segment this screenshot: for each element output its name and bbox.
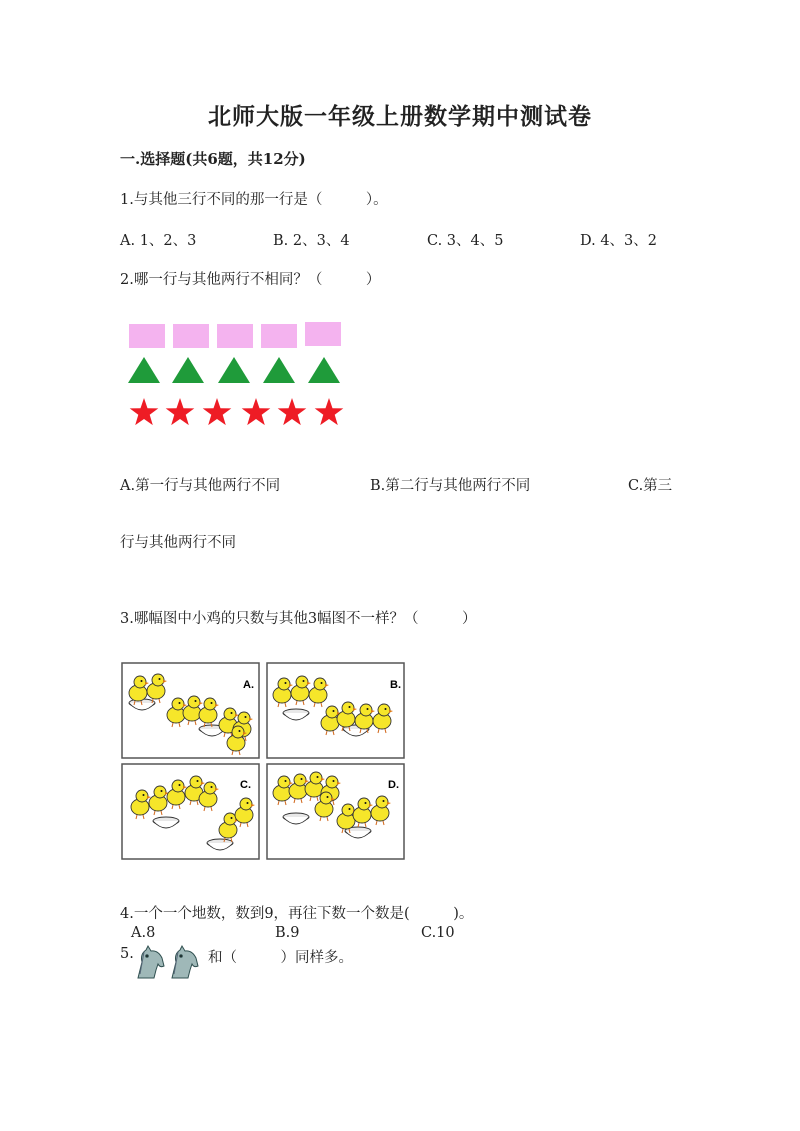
question-4-option-c: C.10: [421, 925, 455, 941]
red-star: [166, 398, 195, 425]
panel-c-label: C.: [240, 779, 251, 791]
question-2-text: 2.哪一行与其他两行不相同？（ ）: [120, 272, 381, 288]
green-triangle: [128, 357, 160, 383]
question-1-option-a: A. 1、2、3: [120, 233, 197, 249]
pink-rectangle: [173, 324, 209, 348]
pink-rectangle: [305, 322, 341, 346]
red-star: [242, 398, 271, 425]
pink-rectangle-row: [129, 322, 341, 348]
red-star: [315, 398, 344, 425]
green-triangle-row: [128, 357, 340, 383]
question-1-option-b: B. 2、3、4: [273, 233, 350, 249]
green-triangle: [172, 357, 204, 383]
horse-icon: [138, 946, 164, 978]
question-4-text: 4.一个一个地数，数到9，再往下数一个数是( )。: [120, 906, 474, 922]
question-2-option-b: B.第二行与其他两行不同: [370, 478, 531, 494]
horse-icon: [172, 946, 198, 978]
question-1-option-d: D. 4、3、2: [580, 233, 658, 249]
question-1-text: 1.与其他三行不同的那一行是（ ）。: [120, 192, 388, 208]
question-2-option-c-continued: 行与其他两行不同: [120, 535, 236, 551]
question-4-option-b: B.9: [275, 925, 300, 941]
question-5-number: 5.: [120, 946, 134, 962]
green-triangle: [263, 357, 295, 383]
green-triangle: [218, 357, 250, 383]
section-heading: 一.选择题(共6题，共12分): [120, 150, 306, 168]
pink-rectangle: [217, 324, 253, 348]
panel-a-label: A.: [243, 679, 254, 691]
red-star: [278, 398, 307, 425]
panel-a: [122, 663, 259, 758]
horse-icon: [134, 944, 206, 980]
shapes-figure: [120, 315, 360, 435]
question-1-option-c: C. 3、4、5: [427, 233, 504, 249]
panel-d-label: D.: [388, 779, 399, 791]
pink-rectangle: [261, 324, 297, 348]
red-star: [130, 398, 159, 425]
panel-c: [122, 764, 259, 859]
red-star: [203, 398, 232, 425]
panel-d: [267, 764, 404, 859]
green-triangle: [308, 357, 340, 383]
panel-b: [267, 663, 404, 758]
question-4-option-a: A.8: [131, 925, 156, 941]
pink-rectangle: [129, 324, 165, 348]
panel-b-label: B.: [390, 679, 401, 691]
chick-panels: [120, 661, 408, 861]
question-2-option-a: A.第一行与其他两行不同: [120, 478, 281, 494]
question-2-option-c: C.第三: [628, 478, 673, 494]
red-star-row: [130, 398, 344, 425]
page-title: 北师大版一年级上册数学期中测试卷: [208, 103, 592, 130]
question-3-text: 3.哪幅图中小鸡的只数与其他3幅图不一样？（ ）: [120, 611, 477, 627]
question-5-text: 和（ ）同样多。: [208, 950, 353, 966]
